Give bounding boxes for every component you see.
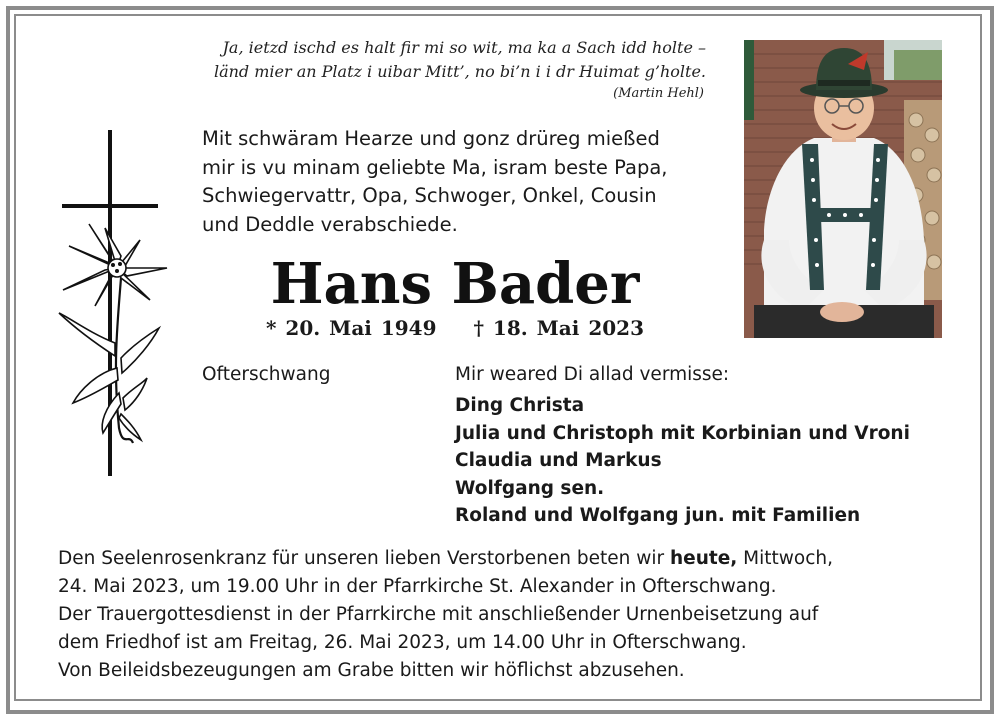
mourner-name: Julia und Christoph mit Korbinian und Vroni xyxy=(455,422,910,444)
location: Ofterschwang xyxy=(202,364,331,385)
quote-line-1: Ja, ietzd ischd es halt fir mi so wit, ma ka a Sach idd holte – xyxy=(222,38,706,57)
mourner-name: Roland und Wolfgang jun. mit Familien xyxy=(455,505,861,527)
quote xyxy=(100,36,706,84)
quote-line-2: länd mier an Platz i uibar Mitt’, no bi’n i i dr Huimat g’holte. xyxy=(213,62,706,81)
death-date: † 18. Mai 2023 xyxy=(473,316,644,340)
service-line-5: Von Beileidsbezeugungen am Grabe bitten wir höflichst abzusehen. xyxy=(58,660,685,681)
service-line-1-end: Mittwoch, xyxy=(737,548,834,569)
service-line-1-start: Den Seelenrosenkranz für unseren lieben Verstorbenen beten wir xyxy=(58,548,670,569)
edelweiss-icon xyxy=(59,224,167,443)
intro-text xyxy=(202,125,722,239)
intro-line-4: und Deddle verabschiede. xyxy=(202,212,458,236)
service-line-2: 24. Mai 2023, um 19.00 Uhr in der Pfarrkirche St. Alexander in Ofterschwang. xyxy=(58,576,777,597)
intro-line-2: mir is vu minam geliebte Ma, isram beste Papa, xyxy=(202,155,668,179)
cross-edelweiss-symbol xyxy=(55,128,170,480)
portrait-photo xyxy=(744,40,942,338)
service-line-1 xyxy=(58,545,948,573)
birth-date: * 20. Mai 1949 xyxy=(266,316,437,340)
cross-icon xyxy=(62,130,158,476)
mourner-name: Ding Christa xyxy=(455,395,585,416)
mourners-list xyxy=(455,392,910,530)
mourner-name: Wolfgang sen. xyxy=(455,477,605,499)
service-info xyxy=(58,545,948,685)
deceased-name: Hans Bader xyxy=(270,251,640,317)
life-dates xyxy=(200,316,710,340)
service-today: heute, xyxy=(669,548,738,569)
intro-line-1: Mit schwäram Hearze und gonz drüreg mießed xyxy=(202,127,660,150)
mourner-name: Claudia und Markus xyxy=(455,450,662,472)
service-line-4: dem Friedhof ist am Freitag, 26. Mai 2023, um 14.00 Uhr in Ofterschwang. xyxy=(58,632,747,653)
quote-author: (Martin Hehl) xyxy=(613,86,704,101)
mourners-intro: Mir weared Di allad vermisse: xyxy=(455,364,730,385)
intro-line-3: Schwiegervattr, Opa, Schwoger, Onkel, Cousin xyxy=(202,184,657,207)
service-line-3: Der Trauergottesdienst in der Pfarrkirche mit anschließender Urnenbeisetzung auf xyxy=(58,604,819,625)
